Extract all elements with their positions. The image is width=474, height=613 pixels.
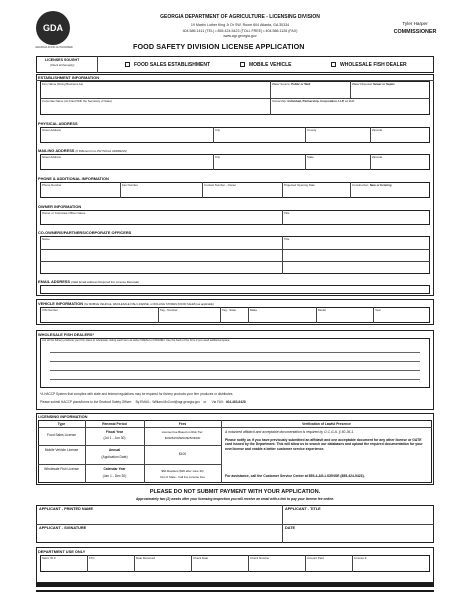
fax-number-label: Fax Number — [122, 183, 138, 187]
divider — [213, 154, 214, 170]
divider — [350, 81, 351, 98]
tag-state-label: Tag - State — [222, 308, 236, 312]
row2-fee: $100 — [178, 452, 187, 456]
licenses-sought-label: LICENSES SOUGHT — [45, 58, 80, 62]
dept-use-row — [40, 555, 430, 572]
row3-fee-sub: Out of State - Call For License Fee — [160, 475, 205, 479]
gda-logo: GDA — [36, 11, 70, 45]
divider — [305, 127, 306, 143]
fish-products-textarea[interactable] — [40, 338, 430, 388]
signature-input[interactable] — [37, 531, 281, 542]
divider — [282, 210, 283, 225]
co-owner-title-label: Title — [284, 237, 290, 241]
divider — [305, 154, 306, 170]
department-name: GEORGIA DEPARTMENT OF AGRICULTURE - LICENSING DIVISION — [160, 14, 320, 20]
physical-address-section-title: PHYSICAL ADDRESS — [38, 121, 78, 126]
divider — [282, 236, 283, 274]
divider — [305, 555, 306, 572]
divider — [40, 249, 430, 250]
water-source-label: Water Source: Public or Well — [272, 82, 311, 86]
printed-name-input[interactable] — [37, 512, 281, 523]
row3-type: Wholesale Fish License — [44, 467, 79, 471]
divider — [191, 555, 192, 572]
row1-fee-sub: $100/$150/$200/$250/$300 — [164, 436, 201, 440]
divider — [50, 370, 420, 371]
divider — [134, 555, 135, 572]
row3-period-sub: (Jan 1 - Dec 30) — [102, 474, 127, 478]
verification-assistance: For assistance, call the Customer Service Center at 855-4-AG-LICENSE (855-424-5423). — [225, 474, 365, 478]
header-fees: Fees — [178, 421, 187, 426]
divider — [248, 555, 249, 572]
divider — [202, 182, 203, 198]
dept-license-number-label: License # — [354, 556, 367, 560]
mailing-street-label: Street Address — [42, 155, 61, 159]
email-section-title: EMAIL ADDRESS (Valid Email Address Required For License Renewal) — [38, 279, 139, 284]
co-owners-section-title: CO-OWNERS/PARTNERS/CORPORATE OFFICERS — [38, 230, 132, 235]
opening-date-label: Projected Opening Date — [284, 183, 315, 187]
licenses-divider — [97, 56, 98, 73]
logo-caption: GEORGIA FOOD AUTHORIZED — [35, 46, 73, 49]
footer-bar — [36, 583, 434, 587]
vehicle-section-title: VEHICLE INFORMATION (for MOBILE VEHICLE, WHOLESALE FISH LICENSE, or ROLLING STORES (FOOD SALES) as applicable) — [38, 301, 214, 306]
divider — [50, 361, 420, 362]
date-label: DATE — [285, 526, 296, 530]
corporate-name-label: Corporate Name (As Filed With the Secretary of State) — [42, 99, 112, 103]
haccp-note: *A HACCP System that complies with state and federal regulations may be required for fishery products your firm produces or distributes. — [40, 392, 234, 396]
firm-name-label: Firm Name (Doing Business As) — [42, 82, 84, 86]
divider — [38, 445, 221, 446]
year-label: Year — [375, 308, 381, 312]
form-title: FOOD SAFETY DIVISION LICENSE APPLICATION — [133, 42, 305, 51]
fish-section-title: WHOLESALE FISH DEALERS* — [38, 332, 94, 337]
divider — [213, 127, 214, 143]
phone-number-label: Phone Number — [42, 183, 62, 187]
divider — [87, 555, 88, 572]
row1-period: Fiscal Year — [105, 430, 124, 434]
applicant-title-input[interactable] — [283, 512, 433, 523]
wholesale-fish-option-label: WHOLESALE FISH DEALER — [340, 61, 407, 68]
divider — [36, 524, 434, 525]
owner-title-label: Title — [284, 211, 290, 215]
licensing-section-title: LICENSING INFORMATION — [38, 414, 88, 419]
dept-amount-paid-label: Amount Paid — [307, 556, 324, 560]
divider — [220, 307, 221, 323]
divider — [158, 307, 159, 323]
row1-period-sub: (Jul 1 - Jun 30) — [103, 436, 126, 440]
mailing-zip-label: Zipcode — [372, 155, 383, 159]
divider — [40, 261, 430, 262]
divider — [50, 352, 420, 353]
footer-bar-thin — [36, 590, 434, 592]
divider — [270, 81, 271, 98]
make-label: Make — [250, 308, 258, 312]
physical-zip-label: Zipcode — [372, 128, 383, 132]
signature-label: APPLICANT - SIGNATURE — [39, 526, 87, 530]
department-phones: 404.586.1411 (TEL) • 855.424.5423 (TOLL FREE) • 404.586.1126 (FAX) — [182, 28, 298, 33]
divider — [270, 98, 271, 115]
co-owners-table[interactable] — [40, 236, 430, 274]
divider — [352, 555, 353, 572]
physical-street-label: Street Address — [42, 128, 61, 132]
mobile-vehicle-option-label: MOBILE VEHICLE — [249, 61, 292, 68]
date-input[interactable] — [283, 531, 433, 542]
vin-label: VIN Number — [42, 308, 58, 312]
divider — [370, 154, 371, 170]
divider — [38, 464, 221, 465]
dept-check-date-label: Check Date — [193, 556, 209, 560]
wholesale-fish-checkbox[interactable] — [331, 62, 336, 67]
dept-ftc-label: FTC — [89, 556, 95, 560]
dept-date-received-label: Date Received — [136, 556, 155, 560]
construction-label: Construction: New or Existing — [352, 183, 392, 187]
row3-period: Calendar Year — [103, 467, 126, 471]
owner-section-title: OWNER INFORMATION — [38, 204, 82, 209]
divider — [373, 307, 374, 323]
phone-section-title: PHONE & ADDITIONAL INFORMATION — [38, 176, 109, 181]
contact-number-label: Contact Number - Owner — [204, 183, 237, 187]
food-sales-checkbox[interactable] — [125, 62, 130, 67]
divider — [221, 420, 222, 483]
divider — [282, 182, 283, 198]
fish-instructions: List all the fishery products your firm plans to wholesale, listing each item as either FRESH or FROZEN. Use the back of the form if you need additional space. — [42, 339, 231, 342]
divider — [316, 307, 317, 323]
physical-city-label: City — [215, 128, 220, 132]
divider — [248, 307, 249, 323]
mailing-state-label: State — [307, 155, 314, 159]
haccp-email-link[interactable]: William.McCord@agr.georgia.gov — [152, 400, 200, 404]
row1-type: Food Sales License — [47, 433, 76, 437]
mobile-vehicle-checkbox[interactable] — [240, 62, 245, 67]
row2-period-sub: (Application Date) — [101, 455, 128, 459]
model-label: Model — [318, 308, 326, 312]
co-owner-name-label: Name — [42, 237, 50, 241]
payment-sub: Approximately two (2) weeks after your licensing inspection you will receive an email with a link to pay your license fee online. — [135, 497, 335, 501]
food-sales-option-label: FOOD SALES ESTABLISHMENT — [134, 61, 211, 68]
department-address: 19 Martin Luther King Jr Dr SW, Room 604 Atlanta, GA 30334 — [190, 23, 290, 27]
email-input[interactable] — [40, 285, 430, 294]
dept-use-section-title: DEPARTMENT USE ONLY — [38, 549, 86, 554]
haccp-submit-note: Please submit HACCP plans/forms to the Seafood Safety Officer: By EMAIL: William.McCord@agr.georgia.gov or Via FAX: 404-463-6428 — [40, 400, 246, 404]
owner-row[interactable] — [40, 210, 430, 225]
printed-name-label: APPLICANT - PRINTED NAME — [39, 506, 93, 511]
mailing-address-section-title: MAILING ADDRESS (If Different from PHYSICAL ADDRESS) — [38, 148, 127, 153]
ownership-label: Ownership: Individual, Partnership, Corporation, LLP, or LLC — [272, 99, 355, 103]
establishment-section-title: ESTABLISHMENT INFORMATION — [38, 75, 100, 80]
commissioner-name: Tyler Harper — [402, 21, 428, 26]
department-website: www.agr.georgia.gov — [223, 34, 257, 38]
header-renewal: Renewal Period — [102, 421, 127, 426]
divider — [350, 182, 351, 198]
dept-check-number-label: Check Number — [250, 556, 270, 560]
divider — [50, 379, 420, 380]
row1-fee: License Fee Based on Risk Tier: — [161, 430, 204, 434]
owner-name-label: Owner or Corporate Officer Name — [42, 211, 86, 215]
commissioner-title: COMMISSIONER — [393, 29, 437, 35]
divider — [38, 427, 432, 428]
verification-notify: Please notify us if you have previously submitted an affidavit and one acceptable document for any other license or GATE card issued by the Department. This will allow us to search our databases and upload the required documentation for your new license and enable a better customer service experience. — [225, 437, 423, 451]
verification-requirement: A notarized affidavit and acceptable documentation is required by O.C.G.A. § 50-36-1. — [225, 429, 355, 434]
header-type: Type — [57, 421, 66, 426]
row2-type: Mobile Vehicle License — [44, 448, 79, 452]
header-verification: Verification of Lawful Presence — [302, 421, 351, 426]
physical-county-label: County — [307, 128, 317, 132]
tag-number-label: Tag - Number — [160, 308, 178, 312]
row2-period: Annual — [108, 448, 121, 452]
divider — [370, 127, 371, 143]
applicant-title-label: APPLICANT - TITLE — [285, 506, 321, 511]
dept-sanit-id-label: Sanit. ID # — [42, 556, 56, 560]
water-disposal-label: Water Disposal: Sewer or Septic — [352, 82, 395, 86]
divider — [120, 182, 121, 198]
payment-notice: PLEASE DO NOT SUBMIT PAYMENT WITH YOUR APPLICATION. — [149, 489, 321, 495]
licenses-sought-sub: (Check all that apply) — [50, 64, 75, 67]
row3-fee: $60 Resident ($30 after June 30) — [161, 469, 204, 473]
mailing-city-label: City — [215, 155, 220, 159]
